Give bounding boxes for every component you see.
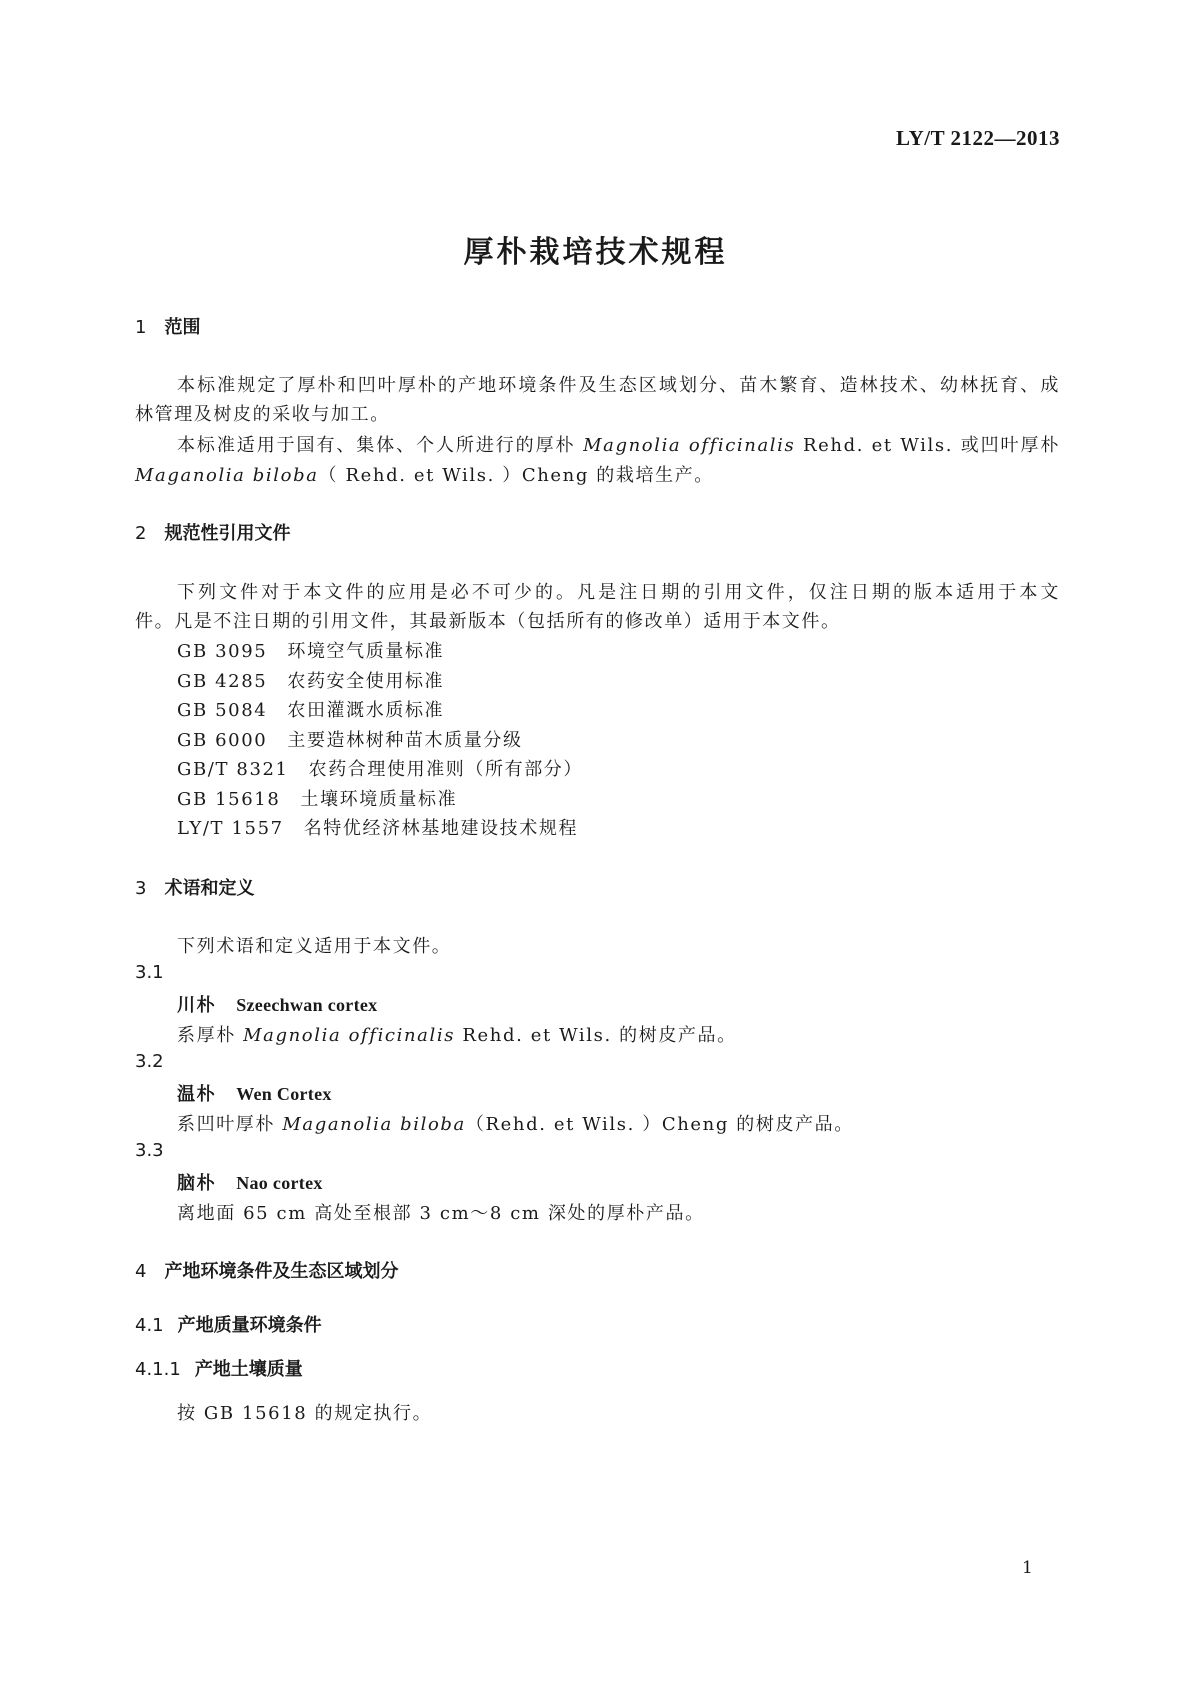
term-definition: 离地面 65 cm 高处至根部 3 cm～8 cm 深处的厚朴产品。: [177, 1203, 705, 1224]
term-zh: 川朴: [177, 995, 217, 1016]
term-en: Nao cortex: [236, 1173, 323, 1193]
reference-title: 环境空气质量标准: [287, 641, 445, 662]
reference-item: [177, 667, 444, 693]
scope-paragraph-1-line-1: 本标准规定了厚朴和凹叶厚朴的产地环境条件及生态区域划分、苗木繁育、造林技术、幼林抚育、成: [177, 375, 1060, 396]
term-zh: 温朴: [177, 1084, 217, 1105]
page-number: 1: [1022, 1558, 1033, 1578]
term-heading: [177, 991, 377, 1017]
section-number: 4.1: [135, 1315, 164, 1336]
term-en: Wen Cortex: [236, 1084, 332, 1104]
latin-name: Maganolia biloba: [135, 465, 319, 486]
text-run: 本标准适用于国有、集体、个人所进行的厚朴: [177, 435, 584, 456]
reference-title: 土壤环境质量标准: [300, 789, 458, 810]
section-title: 产地环境条件及生态区域划分: [164, 1261, 399, 1282]
reference-item: [177, 814, 578, 840]
term-zh: 脑朴: [177, 1173, 217, 1194]
term-heading: [177, 1169, 323, 1195]
terms-intro: 下列术语和定义适用于本文件。: [177, 936, 452, 957]
text-run: （Rehd. et Wils. ）Cheng 的树皮产品。: [465, 1114, 854, 1135]
term-definition: [177, 1110, 854, 1136]
reference-title: 农药安全使用标准: [287, 671, 445, 692]
text-run: 系厚朴: [177, 1025, 244, 1046]
term-number: 3.1: [135, 962, 164, 983]
section-4-heading: [135, 1257, 398, 1283]
reference-title: 农药合理使用准则（所有部分）: [308, 759, 584, 780]
term-definition: [177, 1021, 737, 1047]
section-3-heading: [135, 874, 254, 900]
standard-code: LY/T 2122—2013: [896, 126, 1060, 150]
section-title: 规范性引用文件: [164, 523, 291, 544]
section-title: 术语和定义: [164, 878, 255, 899]
reference-item: [177, 637, 444, 663]
term-number: 3.2: [135, 1051, 164, 1072]
text-run: Rehd. et Wils. 的树皮产品。: [455, 1025, 737, 1046]
section-title: 产地质量环境条件: [177, 1315, 322, 1336]
section-1-heading: [135, 313, 200, 339]
section-number: 1: [135, 317, 147, 338]
references-intro-line-2: 件。凡是不注日期的引用文件，其最新版本（包括所有的修改单）适用于本文件。: [135, 611, 841, 632]
scope-paragraph-1-line-2: 林管理及树皮的采收与加工。: [135, 404, 390, 425]
text-run: （ Rehd. et Wils. ）Cheng 的栽培生产。: [318, 465, 714, 486]
section-number: 4: [135, 1261, 147, 1282]
reference-code: GB 6000: [177, 730, 268, 751]
reference-item: [177, 785, 457, 811]
term-heading: [177, 1080, 332, 1106]
term-number: 3.3: [135, 1140, 164, 1161]
subsection-4-1-1-heading: [135, 1355, 303, 1381]
text-run: Rehd. et Wils. 或凹叶厚朴: [795, 435, 1060, 456]
soil-quality-text: 按 GB 15618 的规定执行。: [177, 1403, 433, 1424]
reference-item: [177, 726, 523, 752]
latin-name: Maganolia biloba: [282, 1114, 466, 1135]
reference-code: LY/T 1557: [177, 818, 284, 839]
scope-paragraph-2-line-1: [177, 431, 1060, 457]
section-number: 2: [135, 523, 147, 544]
latin-name: Magnolia officinalis: [243, 1025, 456, 1046]
reference-title: 农田灌溉水质标准: [287, 700, 445, 721]
text-run: 系凹叶厚朴: [177, 1114, 283, 1135]
reference-code: GB 15618: [177, 789, 281, 810]
section-2-heading: [135, 519, 290, 545]
section-title: 产地土壤质量: [194, 1359, 303, 1380]
latin-name: Magnolia officinalis: [583, 435, 796, 456]
reference-item: [177, 755, 583, 781]
subsection-4-1-heading: [135, 1311, 322, 1337]
reference-title: 主要造林树种苗木质量分级: [287, 730, 523, 751]
term-en: Szeechwan cortex: [236, 995, 378, 1015]
reference-code: GB 3095: [177, 641, 268, 662]
section-number: 3: [135, 878, 147, 899]
scope-paragraph-2-line-2: [135, 461, 714, 487]
reference-item: [177, 696, 444, 722]
document-title: 厚朴栽培技术规程: [463, 235, 728, 270]
reference-code: GB 5084: [177, 700, 268, 721]
reference-code: GB 4285: [177, 671, 268, 692]
reference-title: 名特优经济林基地建设技术规程: [303, 818, 579, 839]
reference-code: GB/T 8321: [177, 759, 289, 780]
section-number: 4.1.1: [135, 1359, 181, 1380]
references-intro-line-1: 下列文件对于本文件的应用是必不可少的。凡是注日期的引用文件，仅注日期的版本适用于本文: [177, 582, 1060, 603]
section-title: 范围: [164, 317, 201, 338]
